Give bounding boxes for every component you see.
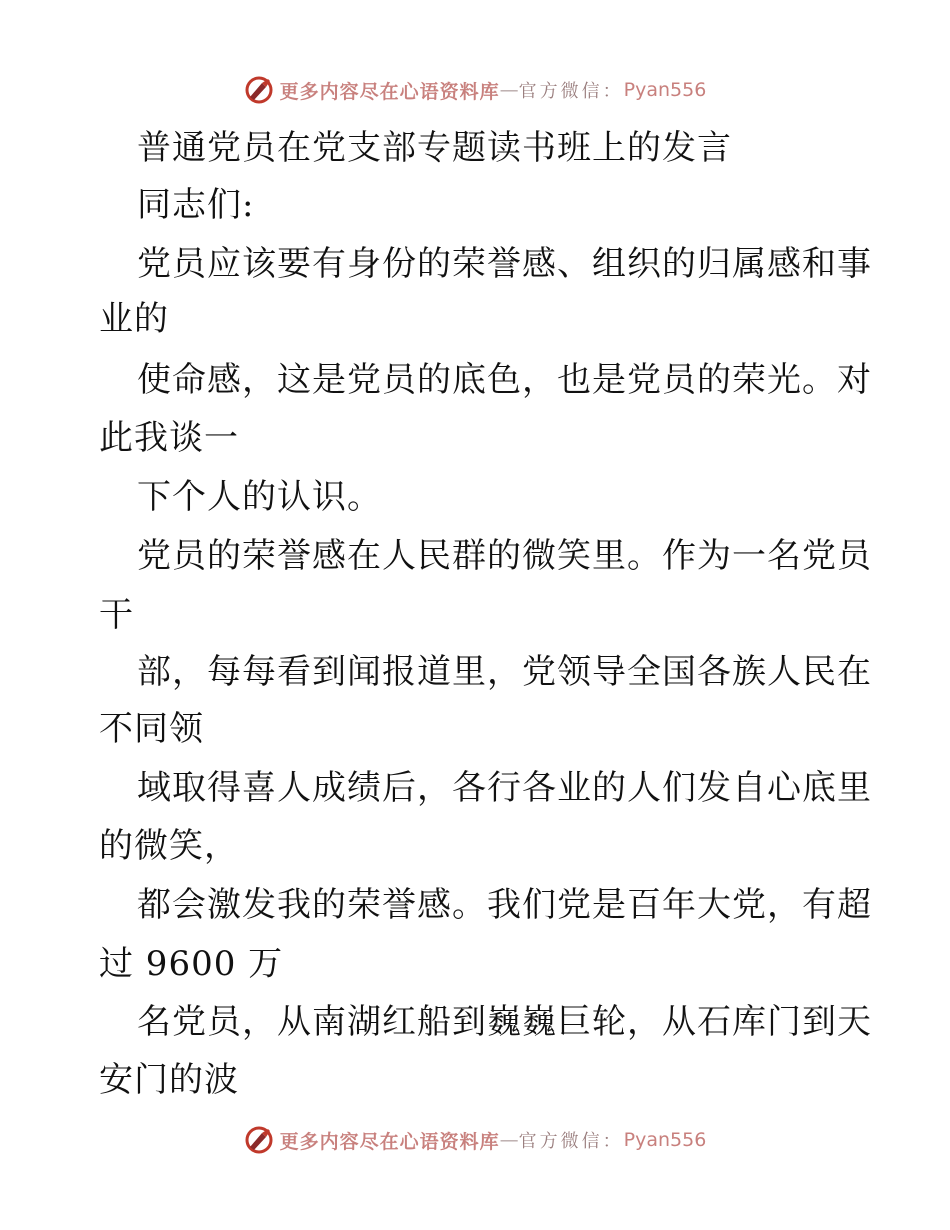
banner-separator: —	[499, 1129, 519, 1151]
text-line: 下个人的认识。	[137, 477, 382, 517]
text-line: 都会激发我的荣誉感。我们党是百年大党，有超	[137, 885, 872, 925]
text-line: 的微笑，	[99, 826, 239, 866]
banner-wechat-id: Pyan556	[623, 79, 707, 101]
footer-banner	[0, 1120, 950, 1160]
text-line: 域取得喜人成绩后，各行各业的人们发自心底里	[137, 768, 872, 808]
banner-main-text: 更多内容尽在心语资料库	[279, 80, 500, 103]
text-line: 此我谈一	[99, 418, 239, 458]
pen-nib-logo-icon	[244, 1125, 274, 1155]
text-line: 业的	[99, 299, 169, 339]
text-line: 安门的波	[99, 1060, 239, 1100]
text-line: 名党员，从南湖红船到巍巍巨轮，从石库门到天	[137, 1002, 872, 1042]
text-line: 党员的荣誉感在人民群的微笑里。作为一名党员	[137, 536, 872, 576]
text-line: 党员应该要有身份的荣誉感、组织的归属感和事	[137, 244, 872, 284]
text-line: 过 9600 万	[99, 944, 284, 984]
banner-wechat-label: 官方微信：	[518, 81, 624, 102]
banner-separator: —	[499, 79, 519, 101]
text-line: 部，每每看到闻报道里，党领导全国各族人民在	[137, 652, 872, 692]
text-line: 干	[99, 595, 134, 635]
banner-wechat-label: 官方微信：	[518, 1131, 624, 1152]
banner-main-text: 更多内容尽在心语资料库	[279, 1130, 500, 1153]
banner-wechat-id: Pyan556	[623, 1129, 707, 1151]
pen-nib-logo-icon	[244, 75, 274, 105]
text-line: 不同领	[99, 709, 204, 749]
document-title: 普通党员在党支部专题读书班上的发言	[137, 128, 732, 168]
salutation: 同志们:	[137, 185, 255, 225]
header-banner	[0, 70, 950, 110]
text-line: 使命感，这是党员的底色，也是党员的荣光。对	[137, 360, 872, 400]
